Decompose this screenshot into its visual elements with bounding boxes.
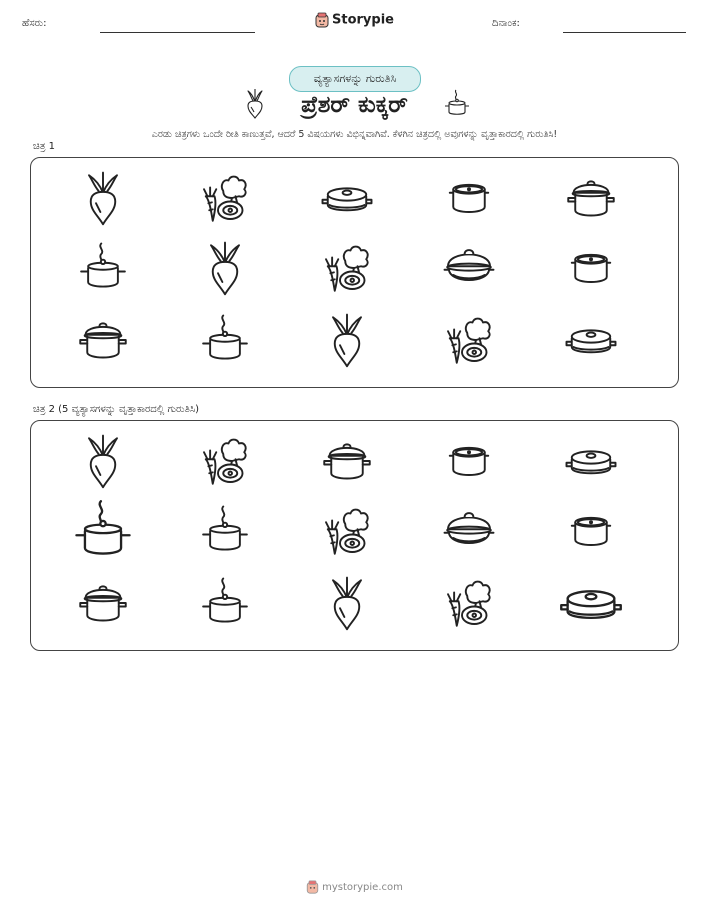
date-line[interactable]	[563, 32, 686, 33]
steaming-pot-icon[interactable]	[197, 575, 253, 631]
footer	[0, 880, 709, 894]
picture2-label: ಚಿತ್ರ 2 (5 ವ್ಯತ್ಯಾಸಗಳನ್ನು ವೃತ್ತಾಕಾರದಲ್ಲಿ ಗುರುತಿಸಿ)	[33, 404, 200, 415]
veggies-icon[interactable]	[441, 312, 497, 368]
lidded-pot-icon[interactable]	[563, 170, 619, 226]
flat-pot-icon[interactable]	[319, 170, 375, 226]
picture2-panel[interactable]	[30, 420, 679, 651]
veggies-icon[interactable]	[319, 503, 375, 559]
flat-pot-icon[interactable]	[563, 433, 619, 489]
name-label: ಹೆಸರು:	[22, 18, 47, 29]
instructions: ಎರಡು ಚಿತ್ರಗಳು ಒಂದೇ ರೀತಿ ಕಾಣುತ್ತವೆ, ಆದರೆ 5 ವಿಷಯಗಳು ವಿಭಿನ್ನವಾಗಿವೆ. ಕೆಳಗಿನ ಚಿತ್ರದಲ್ಲಿ ಅವುಗಳನ್ನು ವೃತ್ತಾಕಾರದಲ್ಲಿ ಗುರುತಿಸಿ!	[151, 129, 558, 140]
beet-icon[interactable]	[319, 575, 375, 631]
storypie-footer-logo-icon	[306, 880, 319, 894]
picture1-panel[interactable]	[30, 157, 679, 388]
storypie-logo-icon	[315, 12, 329, 28]
beet-icon[interactable]	[197, 240, 253, 296]
flat-pot-icon[interactable]	[557, 569, 625, 637]
veggies-icon[interactable]	[197, 170, 253, 226]
lidded-pot-icon[interactable]	[75, 575, 131, 631]
round-casserole-icon[interactable]	[441, 503, 497, 559]
worksheet-title: ಪ್ರೆಶರ್ ಕುಕ್ಕರ್	[301, 92, 408, 118]
brand-logo	[0, 12, 709, 28]
veggies-icon[interactable]	[441, 575, 497, 631]
steaming-pot-icon	[441, 88, 473, 120]
steaming-pot-icon[interactable]	[197, 503, 253, 559]
brand-name: Storypie	[332, 12, 394, 28]
beet-icon[interactable]	[319, 312, 375, 368]
veggies-icon[interactable]	[319, 240, 375, 296]
name-line[interactable]	[100, 32, 255, 33]
activity-badge: ವ್ಯತ್ಯಾಸಗಳನ್ನು ಗುರುತಿಸಿ	[289, 66, 421, 92]
open-pot-icon[interactable]	[441, 433, 497, 489]
steaming-pot-icon[interactable]	[69, 497, 137, 565]
flat-pot-icon[interactable]	[563, 312, 619, 368]
open-pot-icon[interactable]	[441, 170, 497, 226]
veggies-icon[interactable]	[197, 433, 253, 489]
footer-site[interactable]: mystorypie.com	[322, 882, 403, 893]
lidded-pot-icon[interactable]	[75, 312, 131, 368]
open-pot-icon[interactable]	[563, 503, 619, 559]
steaming-pot-icon[interactable]	[75, 240, 131, 296]
round-casserole-icon[interactable]	[441, 240, 497, 296]
open-pot-icon[interactable]	[563, 240, 619, 296]
beet-icon[interactable]	[75, 170, 131, 226]
lidded-pot-icon[interactable]	[319, 433, 375, 489]
steaming-pot-icon[interactable]	[197, 312, 253, 368]
date-label: ದಿನಾಂಕ:	[492, 18, 520, 29]
beet-icon[interactable]	[75, 433, 131, 489]
picture1-label: ಚಿತ್ರ 1	[33, 141, 55, 152]
